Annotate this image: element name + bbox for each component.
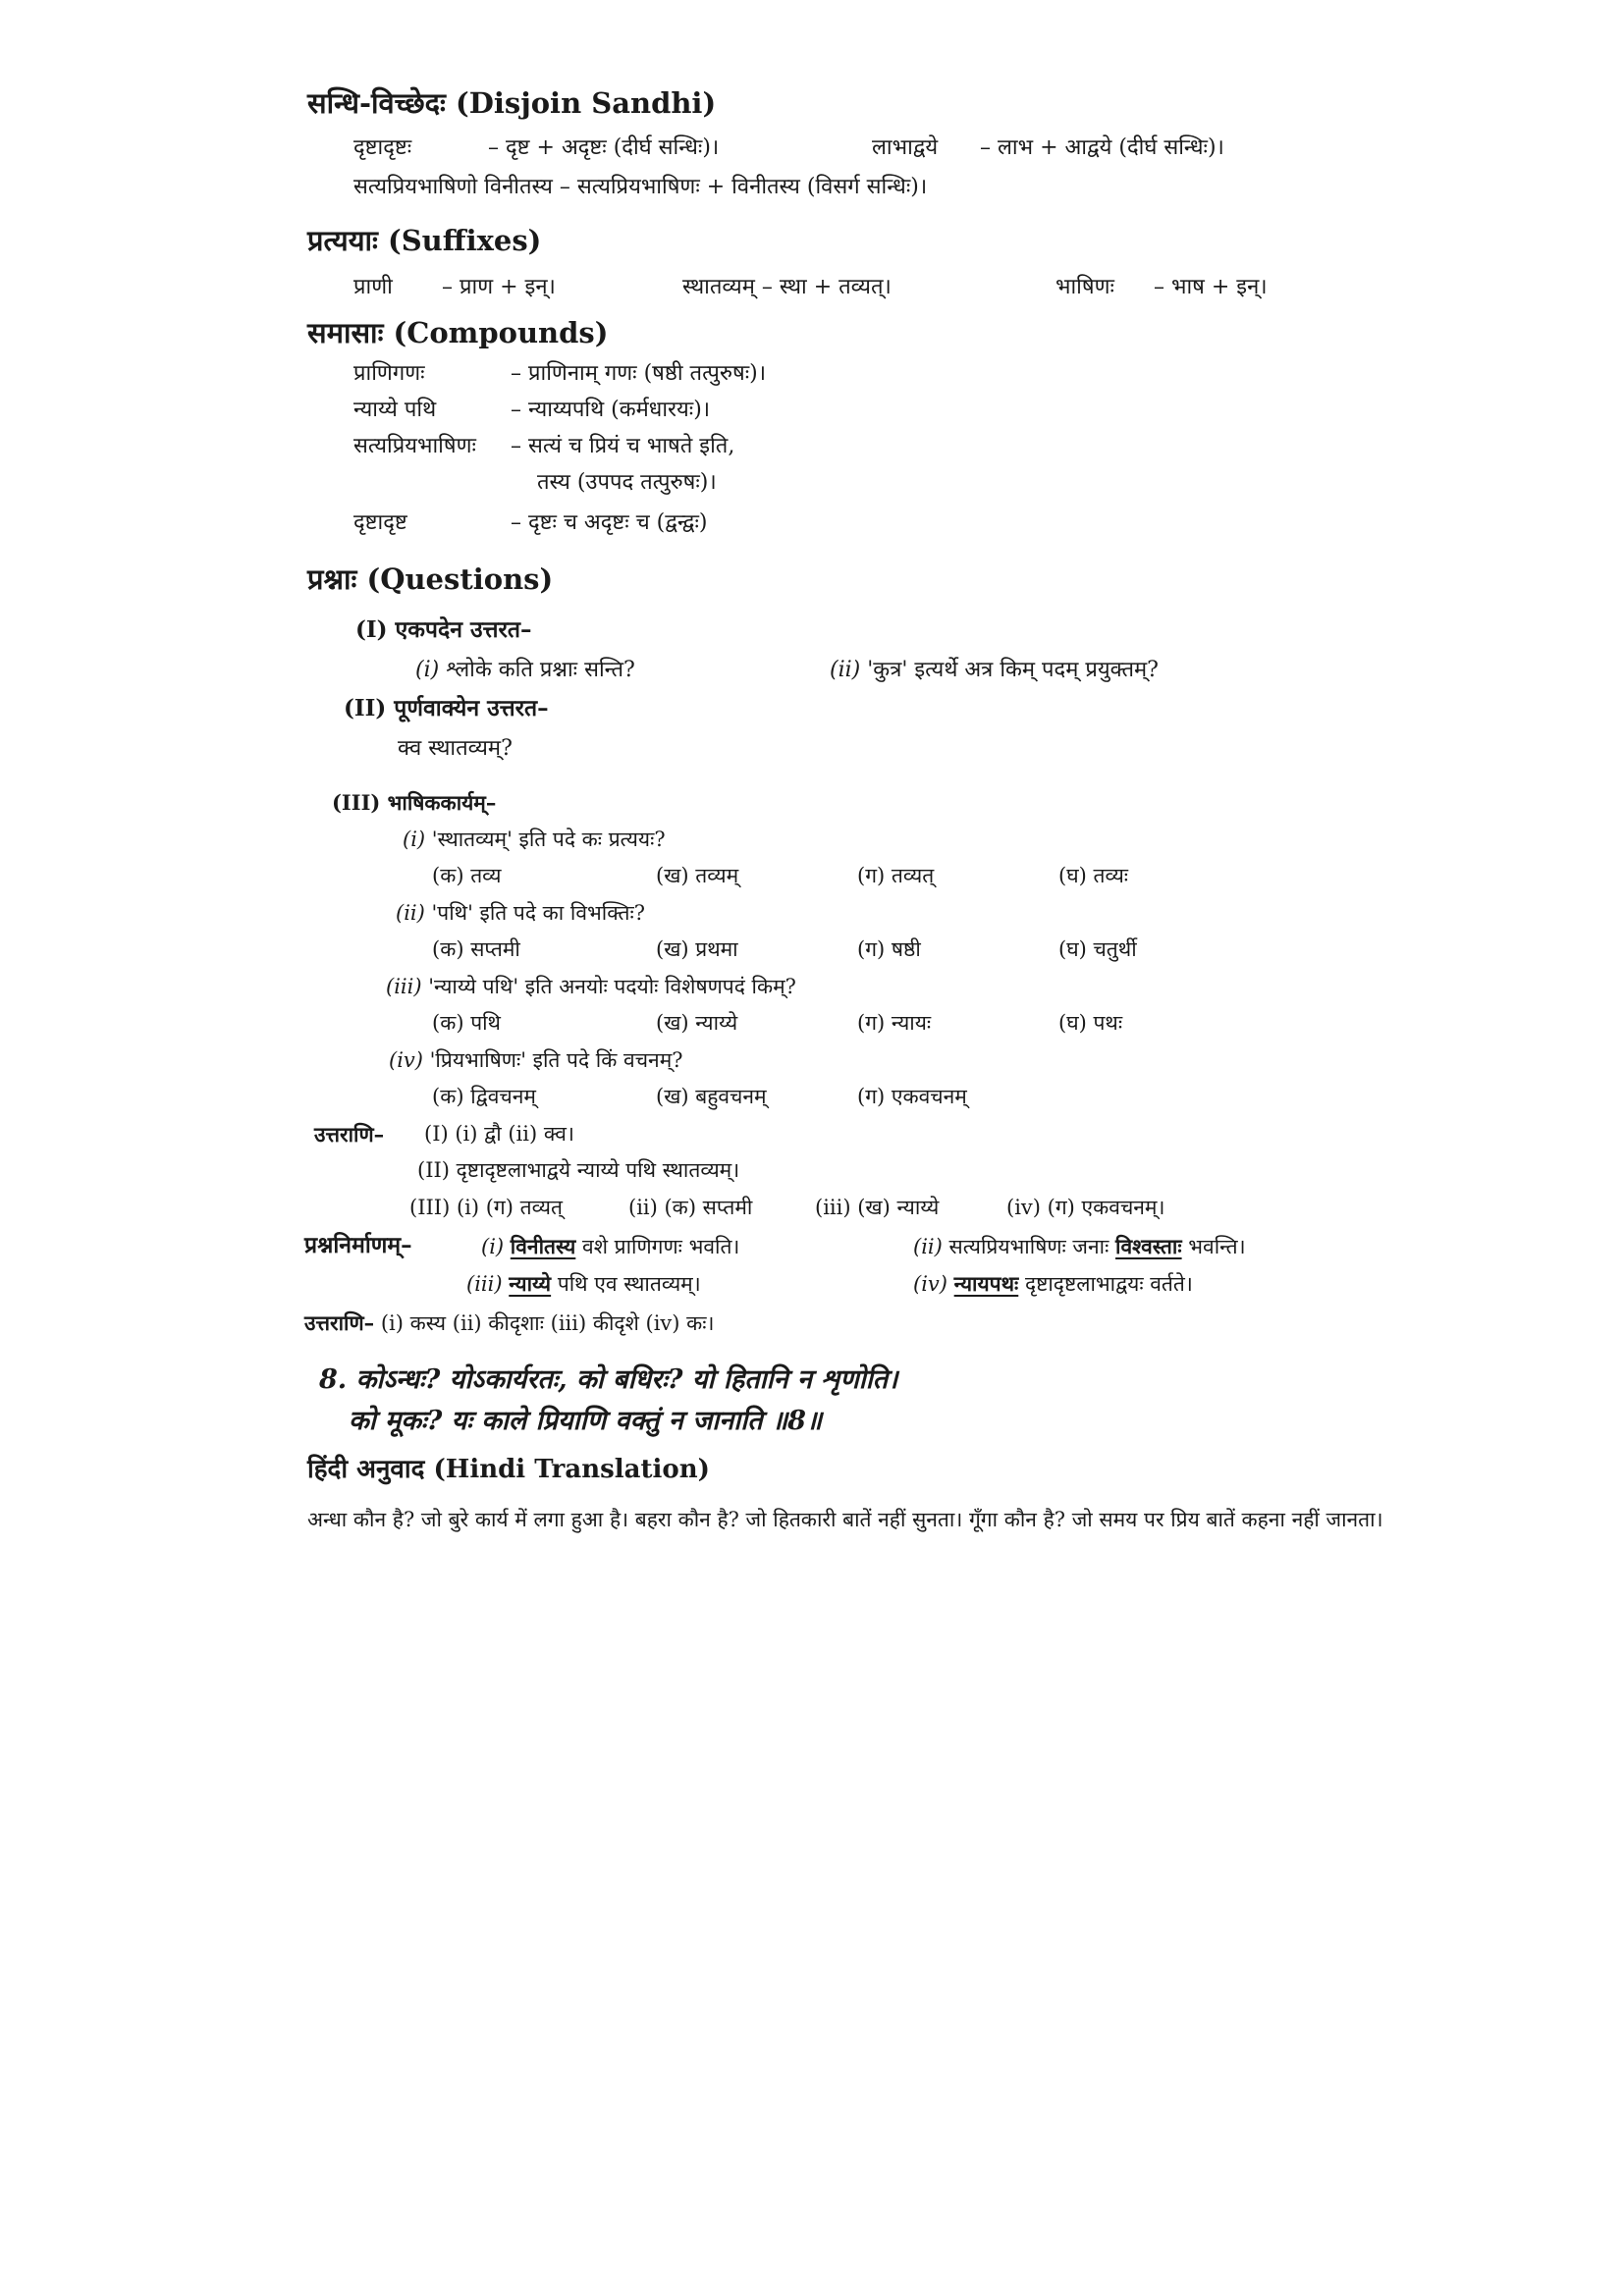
q-number: (i)	[403, 828, 426, 851]
q-number: (ii)	[913, 1235, 943, 1258]
sandhi-row2: सत्यप्रियभाषिणो विनीतस्य – सत्यप्रियभाषिणः + विनीतस्य (विसर्ग सन्धिः)।	[353, 175, 928, 199]
option: (घ) पथः	[1058, 1011, 1123, 1035]
sandhi-row1b-split: – लाभ + आद्वये (दीर्घ सन्धिः)।	[980, 135, 1224, 160]
compound-r3-split: – सत्यं च प्रियं च भाषते इति,	[511, 434, 735, 458]
question-3-3	[386, 975, 796, 999]
compound-r1-term: प्राणिगणः	[353, 361, 425, 386]
compound-r2-split: – न्याय्यपथि (कर्मधारयः)।	[511, 398, 711, 422]
option: (ग) एकवचनम्	[857, 1085, 967, 1108]
q-text: 'कुत्र' इत्यर्थे अत्र किम् पदम् प्रयुक्तम्?	[867, 658, 1159, 682]
question-3-1	[403, 828, 666, 852]
option: (ख) न्याय्ये	[656, 1011, 738, 1035]
question-3-4	[389, 1048, 683, 1073]
answer-3-4: (iv) (ग) एकवचनम्।	[1006, 1196, 1165, 1219]
qformation-answers	[304, 1310, 715, 1336]
question-1-1	[415, 658, 635, 683]
question-1-2	[830, 658, 1159, 683]
question-section-2: (II) पूर्णवाक्येन उत्तरत–	[344, 695, 549, 721]
option: (क) पथि	[432, 1011, 501, 1035]
option: (ग) न्यायः	[857, 1011, 932, 1035]
suffix-prani-split: – प्राण + इन्।	[442, 275, 556, 299]
option: (क) तव्य	[432, 864, 502, 887]
question-section-1: (I) एकपदेन उत्तरत–	[355, 616, 532, 643]
compound-r4-split: – दृष्टः च अदृष्टः च (द्वन्द्वः)	[511, 510, 708, 535]
answers-label: उत्तराणि–	[314, 1122, 385, 1147]
q-number: (i)	[481, 1235, 505, 1258]
qformation-3	[466, 1271, 701, 1297]
suffix-bhashinah-split: – भाष + इन्।	[1154, 275, 1268, 299]
qformation-4	[913, 1271, 1193, 1297]
suffix-sthatavyam: स्थातव्यम् – स्था + तव्यत्।	[682, 275, 892, 299]
underlined-word: न्याय्ये	[509, 1271, 552, 1296]
q-text: दृष्टादृष्टलाभाद्वयः वर्तते।	[1024, 1272, 1193, 1296]
question-2-1: क्व स्थातव्यम्?	[398, 736, 513, 761]
q-number: (ii)	[396, 901, 425, 925]
answers-label: उत्तराणि–	[304, 1310, 375, 1335]
option: (घ) चतुर्थी	[1058, 937, 1137, 961]
question-formation-label: प्रश्ननिर्माणम्–	[304, 1232, 412, 1258]
compounds-heading: समासाः (Compounds)	[307, 316, 609, 349]
answer-1: (I) (i) द्वौ (ii) क्व।	[424, 1122, 574, 1146]
underlined-word: विश्वस्ताः	[1115, 1234, 1182, 1258]
sandhi-heading: सन्धि-विच्छेदः (Disjoin Sandhi)	[307, 86, 717, 120]
option: (क) सप्तमी	[432, 937, 520, 961]
q-number: (iv)	[389, 1048, 423, 1072]
qformation-2	[913, 1234, 1246, 1259]
q-text: श्लोके कति प्रश्नाः सन्ति?	[446, 658, 635, 682]
answer-2: (II) दृष्टादृष्टलाभाद्वये न्याय्ये पथि स्थातव्यम्।	[417, 1158, 740, 1182]
underlined-word: विनीतस्य	[510, 1234, 576, 1258]
sandhi-row1-term: दृष्टादृष्टः	[353, 135, 412, 160]
answer-3-2: (ii) (क) सप्तमी	[628, 1196, 753, 1219]
verse-line-1: 8. कोऽन्धः? योऽकार्यरतः, को बधिरः? यो हितानि न शृणोति।	[319, 1364, 898, 1395]
option: (ख) तव्यम्	[656, 864, 739, 887]
sandhi-row1b-term: लाभाद्वये	[872, 135, 939, 160]
option: (ख) प्रथमा	[656, 937, 738, 961]
option: (ग) तव्यत्	[857, 864, 935, 887]
question-section-3: (III) भाषिककार्यम्–	[332, 790, 497, 815]
q-text: पथि एव स्थातव्यम्।	[557, 1272, 701, 1296]
compound-r4-term: दृष्टादृष्ट	[353, 510, 407, 535]
answers-text: (i) कस्य (ii) कीदृशाः (iii) कीदृशे (iv) कः।	[380, 1311, 715, 1335]
q-text: 'न्याय्ये पथि' इति अनयोः पदयोः विशेषणपदं किम्?	[428, 975, 796, 998]
q-number: (ii)	[830, 658, 861, 682]
q-text: वशे प्राणिगणः भवति।	[582, 1235, 740, 1258]
suffixes-heading: प्रत्ययाः (Suffixes)	[307, 224, 542, 257]
option: (ख) बहुवचनम्	[656, 1085, 767, 1108]
q-text: भवन्ति।	[1188, 1235, 1246, 1258]
option: (ग) षष्ठी	[857, 937, 921, 961]
qformation-1	[481, 1234, 739, 1259]
translation-text: अन्धा कौन है? जो बुरे कार्य में लगा हुआ है। बहरा कौन है? जो हितकारी बातें नहीं सुनता। गूँगा कौन है? जो समय पर प्रिय बातें कहना नहीं जानता।	[307, 1508, 1383, 1531]
verse-line-2: को मूकः? यः काले प्रियाणि वक्तुं न जानाति ॥8॥	[349, 1406, 823, 1436]
answer-3-1: (III) (i) (ग) तव्यत्	[409, 1196, 563, 1219]
underlined-word: न्यायपथः	[953, 1271, 1019, 1296]
suffix-bhashinah: भाषिणः	[1055, 275, 1114, 299]
q-text: 'स्थातव्यम्' इति पदे कः प्रत्ययः?	[431, 828, 666, 851]
q-text: 'प्रियभाषिणः' इति पदे किं वचनम्?	[429, 1048, 683, 1072]
q-number: (iv)	[913, 1272, 947, 1296]
translation-heading: हिंदी अनुवाद (Hindi Translation)	[307, 1455, 710, 1484]
sandhi-row1-split: – दृष्ट + अदृष्टः (दीर्घ सन्धिः)।	[488, 135, 720, 160]
question-3-2	[396, 901, 645, 926]
compound-r2-term: न्याय्ये पथि	[353, 398, 437, 422]
q-text: सत्यप्रियभाषिणः जनाः	[948, 1235, 1109, 1258]
q-number: (i)	[415, 658, 440, 682]
q-number: (iii)	[466, 1272, 503, 1296]
q-number: (iii)	[386, 975, 422, 998]
option: (घ) तव्यः	[1058, 864, 1129, 887]
compound-r3-term: सत्यप्रियभाषिणः	[353, 434, 476, 458]
answer-3-3: (iii) (ख) न्याय्ये	[815, 1196, 940, 1219]
questions-heading: प्रश्नाः (Questions)	[307, 562, 554, 596]
suffix-prani: प्राणी	[353, 275, 393, 299]
option: (क) द्विवचनम्	[432, 1085, 536, 1108]
q-text: 'पथि' इति पदे का विभक्तिः?	[431, 901, 645, 925]
compound-r1-split: – प्राणिनाम् गणः (षष्ठी तत्पुरुषः)।	[511, 361, 767, 386]
compound-r3-cont: तस्य (उपपद तत्पुरुषः)।	[537, 470, 717, 495]
